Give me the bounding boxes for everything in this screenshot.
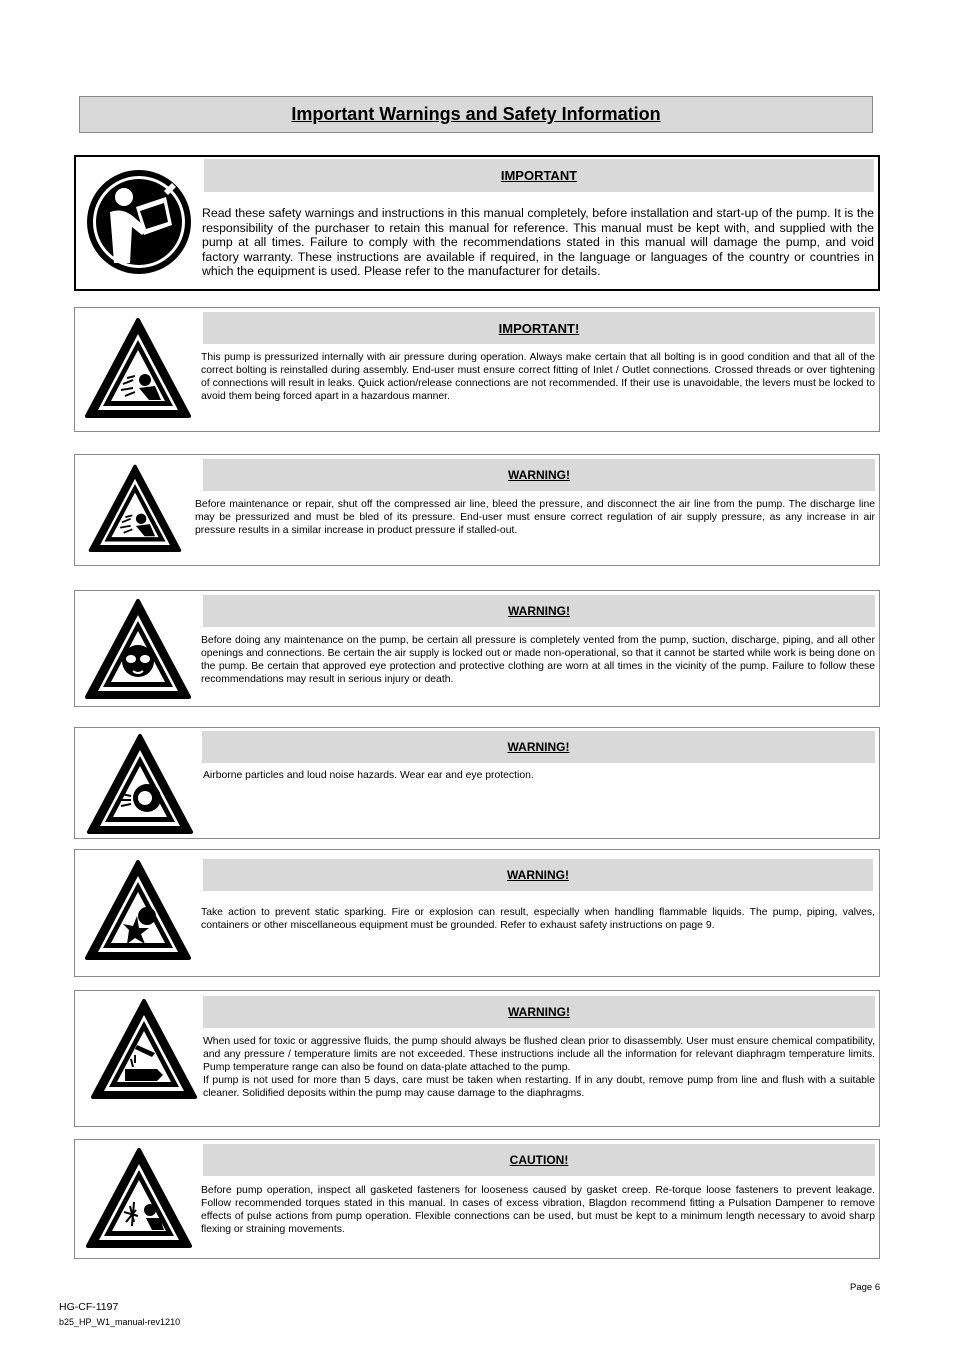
section-header: WARNING!: [203, 595, 875, 627]
section-text: Before pump operation, inspect all gasketed fasteners for looseness caused by gasket creep. Re-torque loose fasteners to prevent leakage. Follow recommended torques stated in this manual. In cases of excess vibration, Blagdon recommend fitting a Pulsation Dampener to remove effects of pulse actions from pump operation. Flexible connections can be used, but must be kept to a minimum length necessary to avoid sharp flexing or straining movements.: [201, 1185, 875, 1235]
section-text: Airborne particles and loud noise hazards. Wear ear and eye protection.: [203, 770, 534, 781]
section-text: Before doing any maintenance on the pump, be certain all pressure is completely vented from the pump, suction, discharge, piping, and all other openings and connections. Be certain the air supply is locked out or made non-operational, so that it cannot be started while work is being done on the pump. Be certain that approved eye protection and protective clothing are worn at all times in the vicinity of the pump. Failure to follow these recommendations may result in serious injury or death.: [201, 635, 875, 685]
section-header: WARNING!: [203, 459, 875, 491]
page-title: Important Warnings and Safety Information: [291, 104, 661, 124]
section-text: Take action to prevent static sparking. Fire or explosion can result, especially when handling flammable liquids. The pump, piping, valves, containers or other miscellaneous equipment must be grounded. Refer to exhaust safety instructions on page 9.: [201, 907, 875, 931]
page-number: Page 6: [850, 1282, 881, 1293]
corrosive-hazard-icon: [89, 997, 199, 1107]
section-header: IMPORTANT: [204, 159, 874, 192]
ear-protection-icon: [83, 732, 197, 842]
section-header: CAUTION!: [203, 1144, 875, 1176]
burst-hazard-icon: [83, 1146, 195, 1256]
doc-code: HG-CF-1197: [59, 1301, 119, 1313]
doc-revision: b25_HP_W1_manual-rev1210: [59, 1317, 181, 1327]
read-manual-icon: [84, 167, 194, 277]
section-text-2: If pump is not used for more than 5 days, care must be taken when restarting. If in any doubt, remove pump from line and flush with a suitable cleaner. Solidified deposits within the pump may cause damage to the diaphragms.: [203, 1075, 875, 1099]
section-eye-protection-warning: [74, 590, 880, 707]
page-title-bar: [79, 96, 873, 133]
section-header: WARNING!: [203, 996, 875, 1028]
section-pressure-warning: [74, 454, 880, 566]
explosion-hazard-icon: [83, 858, 193, 968]
section-text: Read these safety warnings and instructions in this manual completely, before installation and start-up of the pump. It is the responsibility of the purchaser to retain this manual for reference. This manual must be kept with, and supplied with the pump at all times. Failure to comply with the recommendations stated in this manual will damage the pump, and void factory warranty. These instructions are available if required, in the language or languages of the country or countries in which the equipment is used. Please refer to the manufacturer for details.: [202, 206, 874, 279]
section-corrosive-warning: [74, 990, 880, 1127]
section-header: WARNING!: [203, 859, 873, 891]
pressure-hazard-icon: [83, 316, 193, 426]
section-text: Before maintenance or repair, shut off the compressed air line, bleed the pressure, and disconnect the air line from the pump. The discharge line may be pressurized and must be bled of its pressure. End-user must ensure correct regulation of air supply pressure, as any increase in air pressure results in a similar increase in product pressure if stalled-out.: [195, 499, 875, 536]
eye-protection-icon: [83, 597, 193, 707]
section-header: WARNING!: [202, 731, 875, 763]
section-important-manual: [74, 155, 880, 291]
section-text: This pump is pressurized internally with air pressure during operation. Always make certain that all bolting is in good condition and that all of the correct bolting is reinstalled during assembly. End-user must ensure correct fitting of Inlet / Outlet connections. Crossed threads or over tightening of connections will result in leaks. Quick action/release connections are not recommended. If their use is unavoidable, the levers must be locked to avoid them being forced apart in a hazardous manner.: [201, 352, 875, 402]
section-header: IMPORTANT!: [203, 312, 875, 344]
section-text: When used for toxic or aggressive fluids, the pump should always be flushed clean prior to disassembly. User must ensure chemical compatibility, and any pressure / temperature limits are not exceeded. These instructions include all the information for relevant diaphragm temperature limits. Pump temperature range can also be found on data-plate attached to the pump.: [203, 1036, 875, 1073]
section-pressure-important: [74, 307, 880, 432]
section-ear-protection-warning: [74, 727, 880, 839]
pressure-hazard-icon: [83, 463, 187, 559]
section-explosion-warning: [74, 849, 880, 977]
section-caution: [74, 1139, 880, 1259]
